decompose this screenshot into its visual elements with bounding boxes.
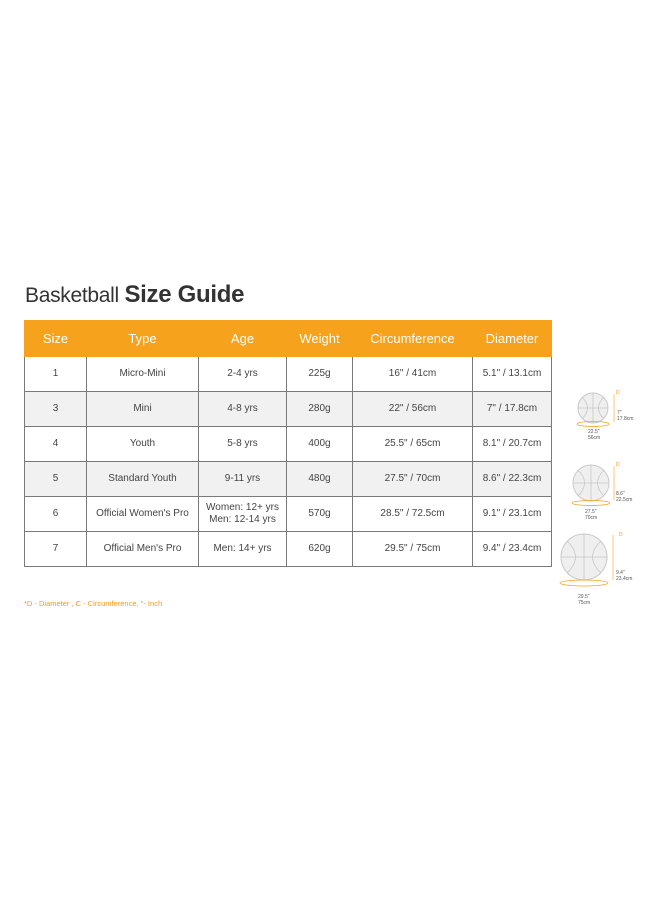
age-line: 5-8 yrs <box>227 438 258 449</box>
cell-size: 1 <box>25 357 87 392</box>
cell-diameter: 9.1" / 23.1cm <box>473 497 552 532</box>
age-line: 4-8 yrs <box>227 403 258 414</box>
cell-type: Micro-Mini <box>87 357 199 392</box>
age-line: 9-11 yrs <box>224 473 261 484</box>
cell-type: Standard Youth <box>87 462 199 497</box>
basketball-diagram-small <box>570 388 640 446</box>
title-bold: Size Guide <box>124 281 245 308</box>
diameter-label <box>617 410 633 422</box>
cell-type: Youth <box>87 427 199 462</box>
cell-circumference: 16" / 41cm <box>353 357 473 392</box>
cell-diameter: 7" / 17.8cm <box>473 392 552 427</box>
circumference-label <box>585 509 597 521</box>
cell-circumference: 25.5" / 65cm <box>353 427 473 462</box>
size-guide-table <box>24 320 552 567</box>
cell-type: Mini <box>87 392 199 427</box>
footnote: *D - Diameter , C - Circumference, "- Inch <box>24 599 163 608</box>
circumference-cm: 75cm <box>578 600 591 606</box>
cell-circumference: 29.5" / 75cm <box>353 532 473 567</box>
cell-diameter: 8.6" / 22.3cm <box>473 462 552 497</box>
cell-type: Official Men's Pro <box>87 532 199 567</box>
page-title <box>25 281 244 309</box>
table-row <box>25 462 552 497</box>
circumference-cm: 70cm <box>585 515 598 521</box>
diameter-inch: 7" <box>617 410 622 416</box>
cell-weight: 570g <box>287 497 353 532</box>
age-line: 2-4 yrs <box>227 368 258 379</box>
table-header-row <box>25 321 552 357</box>
circumference-inch: 22.5" <box>588 429 600 435</box>
table-row <box>25 427 552 462</box>
diameter-inch: 9.4" <box>616 570 625 576</box>
cell-age <box>199 427 287 462</box>
cell-diameter: 5.1" / 13.1cm <box>473 357 552 392</box>
diameter-marker: D <box>619 532 623 538</box>
header-diameter: Diameter <box>473 321 552 357</box>
cell-age <box>199 462 287 497</box>
cell-weight: 620g <box>287 532 353 567</box>
cell-circumference: 22" / 56cm <box>353 392 473 427</box>
diameter-cm: 22.5cm <box>616 497 633 503</box>
age-line: Women: 12+ yrs <box>206 502 279 513</box>
diameter-marker: D <box>616 462 620 468</box>
age-line: Men: 12-14 yrs <box>209 514 276 525</box>
diameter-marker: D <box>616 390 620 396</box>
circumference-label <box>588 429 600 441</box>
diameter-inch: 8.6" <box>616 491 625 497</box>
table-row <box>25 357 552 392</box>
cell-age <box>199 392 287 427</box>
cell-age <box>199 357 287 392</box>
circumference-inch: 27.5" <box>585 509 597 515</box>
circumference-inch: 29.5" <box>578 594 590 600</box>
header-circumference: Circumference <box>353 321 473 357</box>
diameter-cm: 17.8cm <box>617 416 634 422</box>
header-size: Size <box>25 321 87 357</box>
cell-weight: 400g <box>287 427 353 462</box>
cell-diameter: 9.4" / 23.4cm <box>473 532 552 567</box>
table-row <box>25 532 552 567</box>
cell-size: 7 <box>25 532 87 567</box>
basketball-diagram-medium <box>566 460 640 524</box>
table-row <box>25 497 552 532</box>
cell-size: 3 <box>25 392 87 427</box>
header-age: Age <box>199 321 287 357</box>
cell-circumference: 27.5" / 70cm <box>353 462 473 497</box>
table-row <box>25 392 552 427</box>
diameter-label <box>616 570 632 582</box>
basketball-diagram-large <box>556 530 640 610</box>
circumference-cm: 56cm <box>588 435 601 441</box>
cell-circumference: 28.5" / 72.5cm <box>353 497 473 532</box>
cell-weight: 280g <box>287 392 353 427</box>
cell-weight: 480g <box>287 462 353 497</box>
cell-size: 6 <box>25 497 87 532</box>
cell-age <box>199 532 287 567</box>
cell-diameter: 8.1" / 20.7cm <box>473 427 552 462</box>
age-line: Men: 14+ yrs <box>213 543 272 554</box>
cell-size: 4 <box>25 427 87 462</box>
cell-weight: 225g <box>287 357 353 392</box>
diameter-label <box>616 491 632 503</box>
header-weight: Weight <box>287 321 353 357</box>
cell-age <box>199 497 287 532</box>
cell-type: Official Women's Pro <box>87 497 199 532</box>
diameter-cm: 23.4cm <box>616 576 633 582</box>
header-type: Type <box>87 321 199 357</box>
title-light: Basketball <box>25 284 119 307</box>
cell-size: 5 <box>25 462 87 497</box>
circumference-label <box>578 594 590 606</box>
